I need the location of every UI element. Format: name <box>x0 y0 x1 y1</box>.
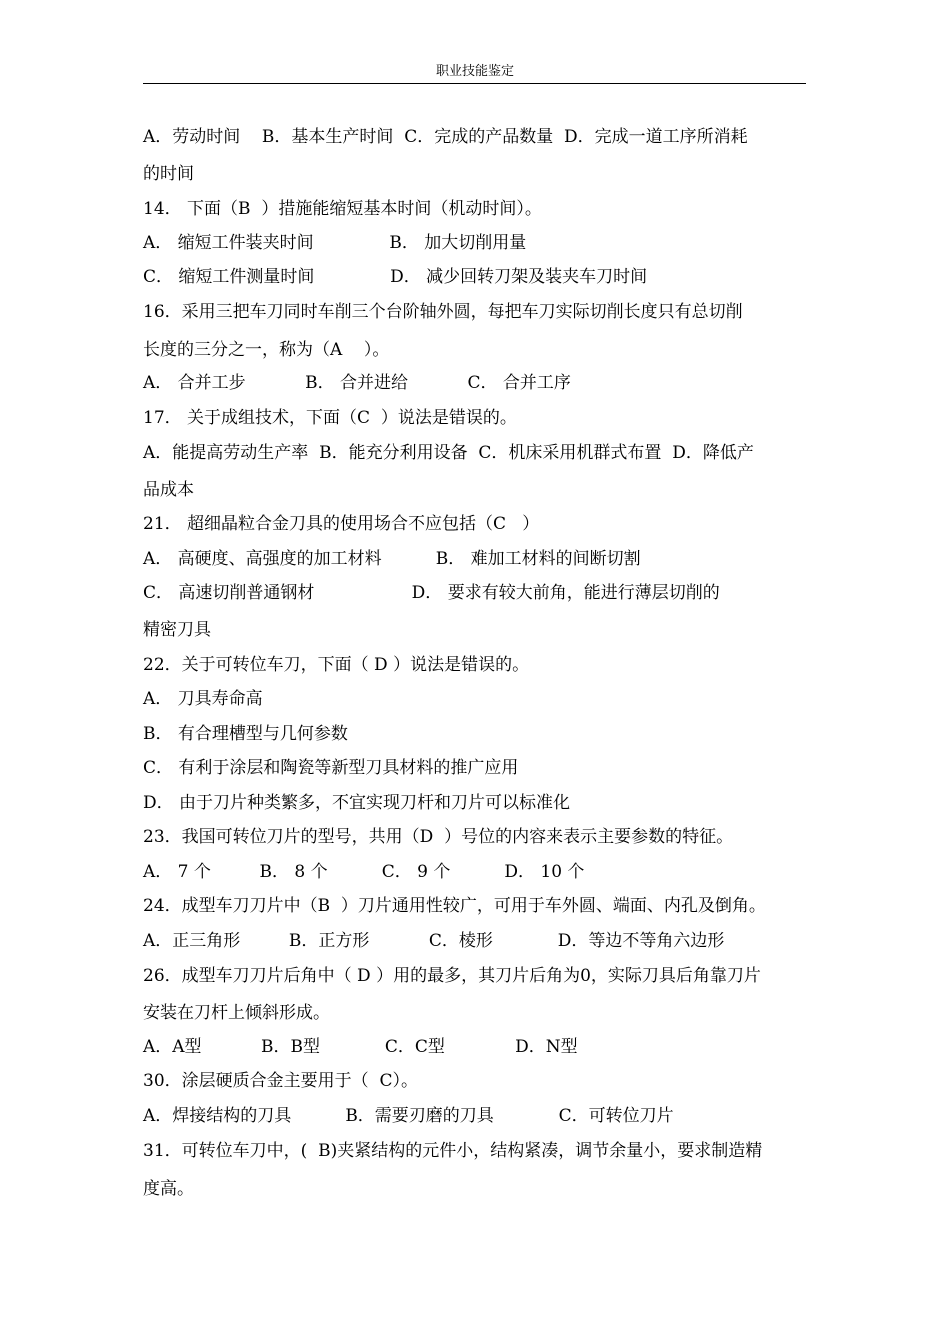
text-line: 长度的三分之一，称为（A ）。 <box>143 340 390 360</box>
text-line: 23．我国可转位刀片的型号，共用（D ）号位的内容来表示主要参数的特征。 <box>143 827 734 847</box>
header-rule <box>143 83 806 84</box>
text-line: A．正三角形 B．正方形 C．棱形 D．等边不等角六边形 <box>143 931 725 951</box>
text-line: 24．成型车刀刀片中（B ）刀片通用性较广，可用于车外圆、端面、内孔及倒角。 <box>143 896 766 916</box>
text-line: 31．可转位车刀中，( B)夹紧结构的元件小，结构紧凑，调节余量小，要求制造精 <box>143 1141 763 1161</box>
text-line: 16．采用三把车刀同时车削三个台阶轴外圆，每把车刀实际切削长度只有总切削 <box>143 302 743 322</box>
text-line: C． 缩短工件测量时间 D． 减少回转刀架及装夹车刀时间 <box>143 267 648 287</box>
text-line: A． 合并工步 B． 合并进给 C． 合并工序 <box>143 373 571 393</box>
text-line: 22．关于可转位车刀，下面（ D ）说法是错误的。 <box>143 655 530 675</box>
text-line: 度高。 <box>143 1179 194 1199</box>
text-line: A． 刀具寿命高 <box>143 689 263 709</box>
page-header: 职业技能鉴定 <box>435 64 514 79</box>
text-line: 精密刀具 <box>143 620 211 640</box>
text-line: 17． 关于成组技术，下面（C ）说法是错误的。 <box>143 408 517 428</box>
text-line: A．劳动时间 B．基本生产时间 C．完成的产品数量 D．完成一道工序所消耗 <box>143 127 748 147</box>
text-line: 14． 下面（B ）措施能缩短基本时间（机动时间）。 <box>143 199 542 219</box>
text-line: A． 缩短工件装夹时间 B． 加大切削用量 <box>143 233 527 253</box>
text-line: 30．涂层硬质合金主要用于（ C）。 <box>143 1071 418 1091</box>
text-line: 的时间 <box>143 164 194 184</box>
text-line: A． 7 个 B． 8 个 C． 9 个 D． 10 个 <box>143 862 585 882</box>
text-line: A．焊接结构的刀具 B．需要刃磨的刀具 C．可转位刀片 <box>143 1106 674 1126</box>
text-line: 21． 超细晶粒合金刀具的使用场合不应包括（C ） <box>143 514 540 534</box>
text-line: B． 有合理槽型与几何参数 <box>143 724 348 744</box>
text-line: A． 高硬度、高强度的加工材料 B． 难加工材料的间断切割 <box>143 549 641 569</box>
text-line: A．能提高劳动生产率 B．能充分利用设备 C．机床采用机群式布置 D．降低产 <box>143 443 754 463</box>
text-line: A．A型 B．B型 C．C型 D．N型 <box>143 1037 578 1057</box>
text-line: C． 高速切削普通钢材 D． 要求有较大前角，能进行薄层切削的 <box>143 583 720 603</box>
text-line: 26．成型车刀刀片后角中（ D ）用的最多，其刀片后角为0，实际刀具后角靠刀片 <box>143 966 761 986</box>
text-line: 品成本 <box>143 480 194 500</box>
text-line: C． 有利于涂层和陶瓷等新型刀具材料的推广应用 <box>143 758 519 778</box>
text-line: 安装在刀杆上倾斜形成。 <box>143 1003 330 1023</box>
text-line: D． 由于刀片种类繁多，不宜实现刀杆和刀片可以标准化 <box>143 793 571 813</box>
